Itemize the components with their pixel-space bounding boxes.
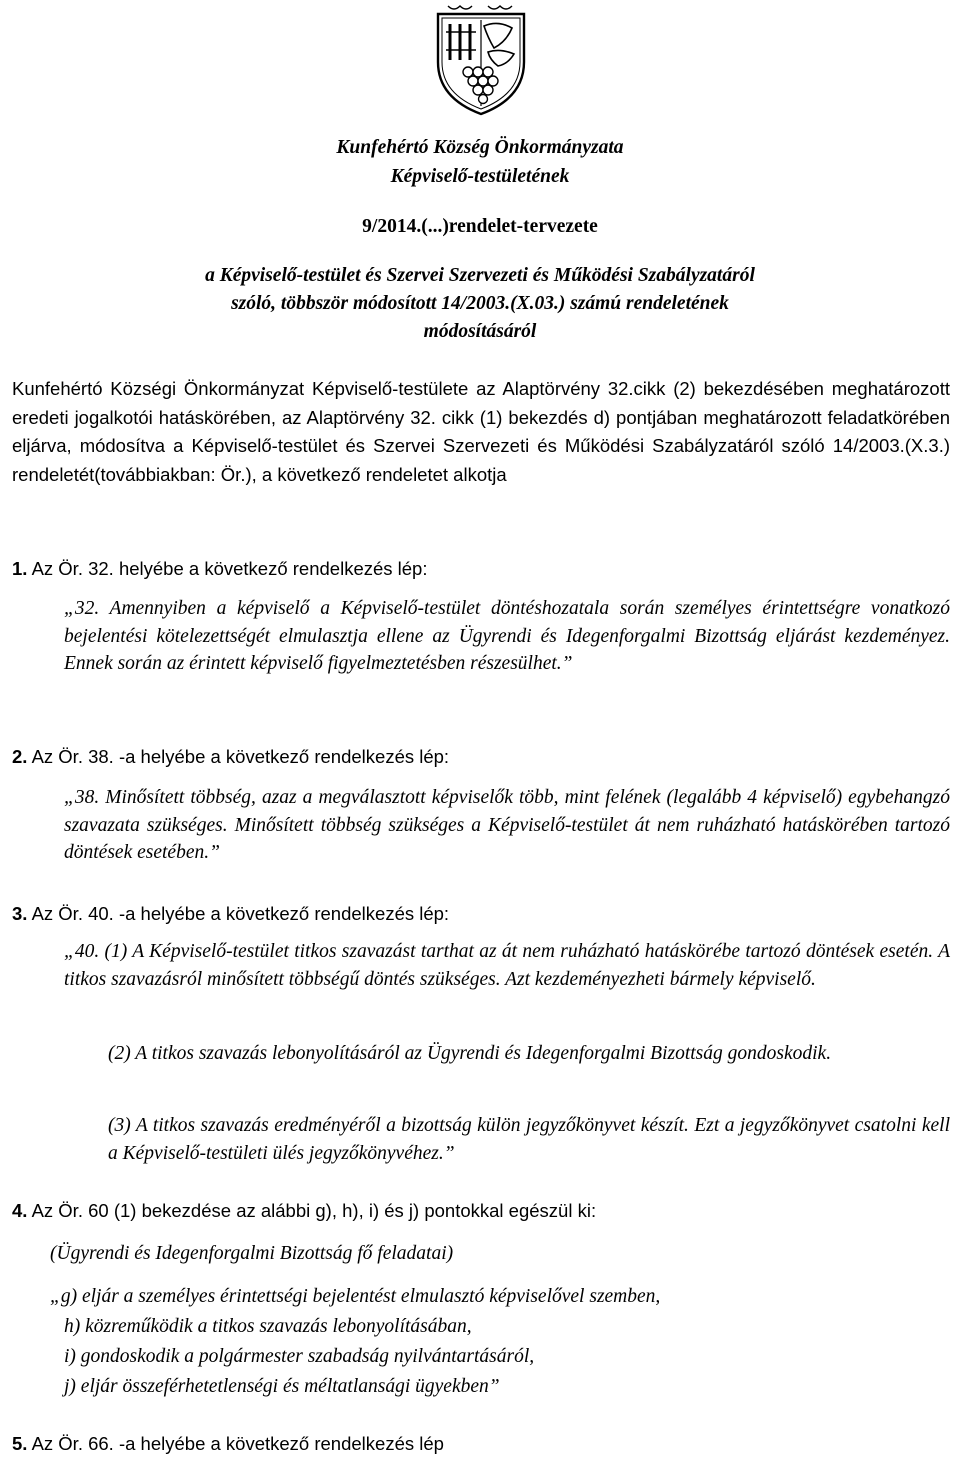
section-4-heading-text: Az Ör. 60 (1) bekezdése az alábbi g), h), i) és j) pontokkal egészül ki:	[31, 1200, 597, 1221]
section-5-heading-text: Az Ör. 66. -a helyébe a következő rendelkezés lép	[31, 1433, 444, 1454]
section-4-number: 4.	[12, 1200, 28, 1221]
section-5-heading	[12, 1430, 950, 1458]
section-4-heading	[12, 1197, 950, 1225]
decree-subject-line-3: módosításáról	[423, 321, 537, 342]
section-2-heading-text: Az Ör. 38. -a helyébe a következő rendelkezés lép:	[31, 746, 450, 767]
section-3-quote-3: (3) A titkos szavazás eredményéről a bizottság külön jegyzőkönyvet készít. Ezt a jegyzőkönyvet csatolni kell a Képviselő-testületi ülés jegyzőkönyvéhez.”	[108, 1115, 950, 1164]
section-4-item-g: „g) eljár a személyes érintettségi bejelentést elmulasztó képviselővel szemben,	[50, 1286, 661, 1307]
section-3-quote-1: „40. (1) A Képviselő-testület titkos szavazást tarthat az át nem ruházható hatáskörébe tartozó döntések esetén. A titkos szavazásról minősített többségű döntés szükséges. Azt kezdeményezheti bármely képviselő.	[64, 941, 950, 990]
section-3-heading	[12, 900, 950, 928]
section-2-heading	[12, 743, 950, 771]
section-3-number: 3.	[12, 903, 28, 924]
section-4-item-j: j) eljár összeférhetetlenségi és méltatlansági ügyekben”	[64, 1376, 500, 1397]
council-title: Képviselő-testületének	[390, 166, 570, 187]
section-4-item-h: h) közreműködik a titkos szavazás lebonyolításában,	[64, 1316, 472, 1337]
municipality-title: Kunfehértó Község Önkormányzata	[336, 137, 624, 158]
preamble-paragraph: Kunfehértó Községi Önkormányzat Képviselő-testülete az Alaptörvény 32.cikk (2) bekezdésében meghatározott eredeti jogalkotói hatáskörében, az Alaptörvény 32. cikk (1) bekezdés d) pontjában meghatározott feladatkörében eljárva, módosítva a Képviselő-testület és Szervei Szervezeti és Működési Szabályzatáról szóló 14/2003.(X.3.) rendeletét(továbbiakban: Ör.), a következő rendeletet alkotja	[12, 378, 950, 485]
decree-subject-line-1: a Képviselő-testület és Szervei Szervezeti és Működési Szabályzatáról	[205, 265, 755, 286]
section-3-heading-text: Az Ör. 40. -a helyébe a következő rendelkezés lép:	[31, 903, 450, 924]
section-1-number: 1.	[12, 558, 28, 579]
coat-of-arms-icon	[428, 2, 534, 118]
section-4-item-i: i) gondoskodik a polgármester szabadság nyilvántartásáról,	[64, 1346, 535, 1367]
decree-number: 9/2014.(...)rendelet-tervezete	[362, 216, 598, 237]
section-5-number: 5.	[12, 1433, 28, 1454]
section-2-number: 2.	[12, 746, 28, 767]
section-2-quote: „38. Minősített többség, azaz a megválasztott képviselők több, mint felének (legalább 4 képviselő) egybehangzó szavazata szükséges. Minősített többség szükséges a Képviselő-testület át nem ruházható hatáskörében tartozó döntések esetében.”	[64, 787, 950, 863]
section-1-heading-text: Az Ör. 32. helyébe a következő rendelkezés lép:	[31, 558, 428, 579]
section-4-caption: (Ügyrendi és Idegenforgalmi Bizottság fő feladatai)	[50, 1243, 454, 1264]
section-1-quote: „32. Amennyiben a képviselő a Képviselő-testület döntéshozatala során személyes érintettségre vonatkozó bejelentési kötelezettségét elmulasztja ellene az Ügyrendi és Idegenforgalmi Bizottság eljárást kezdeményez. Ennek során az érintett képviselő figyelmeztetésben részesülhet.”	[64, 598, 950, 674]
section-3-quote-2: (2) A titkos szavazás lebonyolításáról az Ügyrendi és Idegenforgalmi Bizottság gondoskodik.	[108, 1043, 832, 1064]
section-1-heading	[12, 555, 950, 583]
decree-subject-line-2: szóló, többször módosított 14/2003.(X.03.) számú rendeletének	[231, 293, 729, 314]
